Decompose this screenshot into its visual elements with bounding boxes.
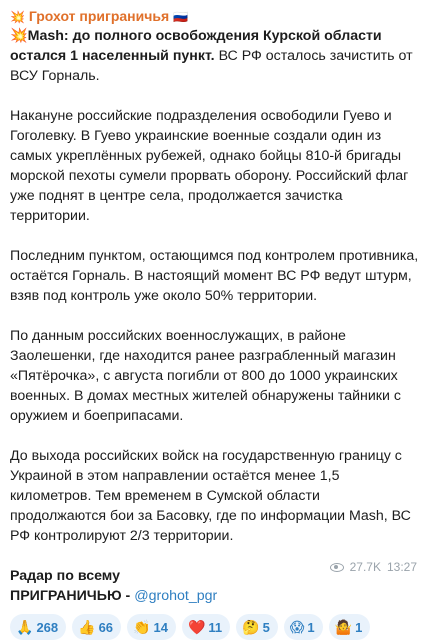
reaction-count: 1 — [307, 619, 315, 635]
reactions-bar — [10, 614, 419, 640]
message-meta — [330, 560, 417, 574]
headline-bold: Mash: до полного освобождения Курской области остался 1 населенный пункт. — [10, 28, 382, 64]
reaction-shrug[interactable] — [329, 614, 371, 640]
clap-icon: 👏 — [133, 618, 151, 635]
thumbs-up-icon: 👍 — [78, 618, 96, 635]
reaction-thumbs-up[interactable] — [72, 614, 121, 640]
paragraph-headline — [10, 26, 419, 86]
reaction-count: 5 — [262, 619, 270, 635]
scream-face-icon: 😱 — [289, 618, 305, 635]
footer-line2: ПРИГРАНИЧЬЮ - — [10, 588, 135, 604]
reaction-pray[interactable] — [10, 614, 66, 640]
russia-flag-icon: 🇷🇺 — [173, 10, 188, 24]
collision-icon: 💥 — [10, 28, 28, 44]
reaction-count: 14 — [153, 619, 168, 635]
reaction-count: 268 — [36, 619, 59, 635]
eye-icon — [330, 563, 344, 572]
shrug-icon: 🤷 — [334, 618, 353, 635]
view-count: 27.7K — [349, 560, 381, 574]
reaction-heart[interactable] — [182, 614, 230, 640]
reaction-count: 11 — [208, 619, 223, 635]
reaction-count: 1 — [355, 619, 363, 635]
reaction-scream[interactable] — [284, 614, 323, 640]
collision-icon: 💥 — [10, 10, 25, 24]
footer-line1: Радар по всему — [10, 568, 121, 584]
paragraph-5: До выхода российских войск на государственную границу с Украиной в этом направлении остаётся менее 1,5 километров. Тем временем в Сумской области продолжаются бои за Басовку, где по информации Mash, ВС РФ контролируют 2/3 территории. — [10, 448, 411, 544]
channel-title[interactable]: Грохот приграничья — [28, 8, 170, 24]
pray-icon: 🙏 — [16, 618, 34, 635]
heart-icon: ❤️ — [187, 618, 206, 635]
reaction-clap[interactable] — [127, 614, 176, 640]
thinking-face-icon: 🤔 — [242, 618, 260, 635]
reaction-thinking[interactable] — [236, 614, 278, 640]
reaction-count: 66 — [98, 619, 114, 635]
message-text — [10, 26, 419, 606]
channel-link[interactable]: @grohot_pgr — [134, 588, 218, 604]
channel-name[interactable] — [10, 6, 419, 26]
paragraph-2: Накануне российские подразделения освободили Гуево и Гоголевку. В Гуево украинские военные создали один из самых укреплённых рубежей, однако бойцы 810-й бригады морской пехоты сумели прорвать оборону. Российский флаг уже поднят в центре села, продолжается зачистка территории. — [10, 108, 409, 224]
paragraph-4: По данным российских военнослужащих, в районе Заолешенки, где находится ранее разграбленный магазин «Пятёрочка», с августа погибли от 800 до 1000 украинских военных. В домах местных жителей обнаружены тайники с оружием и боеприпасами. — [10, 328, 401, 424]
paragraph-3: Последним пунктом, остающимся под контролем противника, остаётся Горналь. В настоящий момент ВС РФ ведут штурм, взяв под контроль уже около 50% территории. — [10, 248, 419, 304]
headline-rest: ВС РФ осталось зачистить от ВСУ Горналь. — [10, 48, 413, 84]
message-time: 13:27 — [386, 560, 417, 574]
